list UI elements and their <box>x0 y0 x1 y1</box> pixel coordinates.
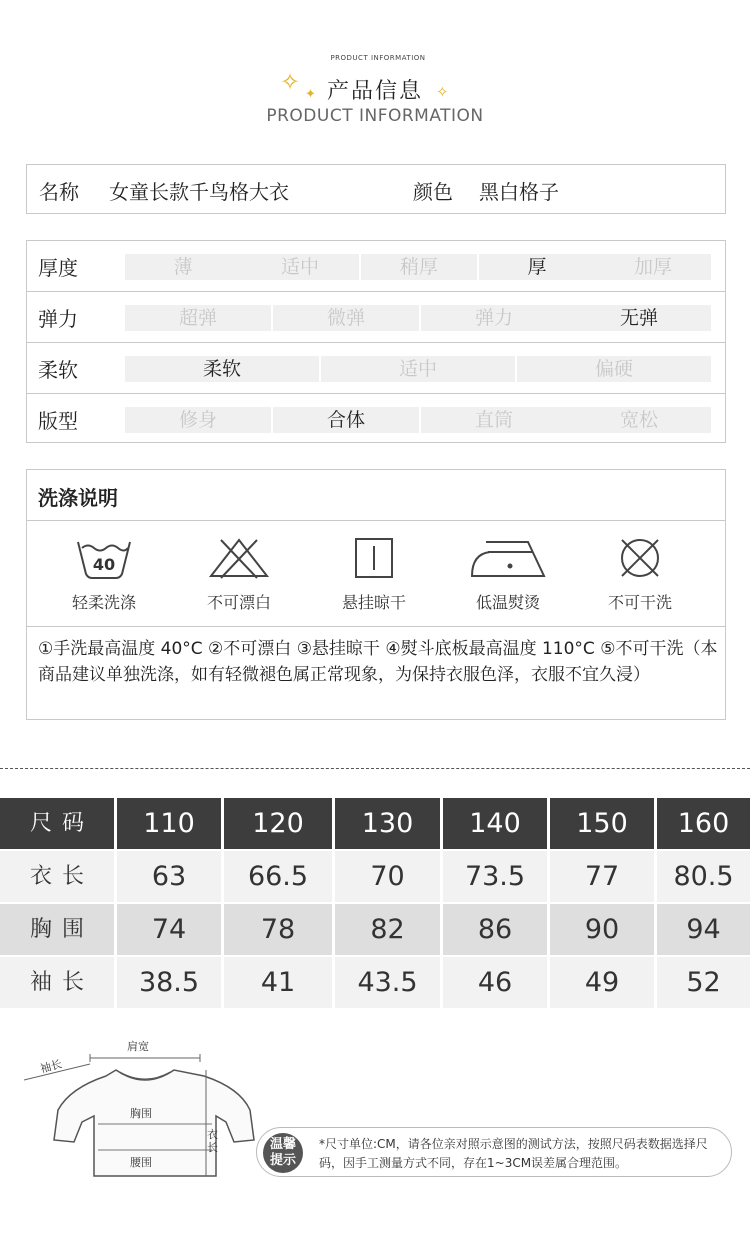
wash-note: ①手洗最高温度 40°C ②不可漂白 ③悬挂晾干 ④熨斗底板最高温度 110°C ⑤不可干洗（本商品建议单独洗涤，如有轻微褪色属正常现象，为保持衣服色泽，衣服不宜久浸） <box>38 639 718 685</box>
tip-box <box>256 1127 732 1177</box>
size-table-row <box>0 957 750 1008</box>
attribute-label: 厚度 <box>38 256 78 280</box>
tip-text: *尺寸单位:CM，请各位亲对照示意图的测试方法，按照尺码表数据选择尺码，因手工测量方式不同，存在1~3CM误差属合理范围。 <box>319 1137 708 1170</box>
wash-title: 洗涤说明 <box>38 486 118 510</box>
measurement-diagram <box>20 1030 270 1205</box>
attribute-option: 微弹 <box>273 305 419 331</box>
size-cell: 49 <box>550 957 654 1008</box>
wash-instructions <box>26 469 726 720</box>
size-cell: 77 <box>550 851 654 902</box>
attribute-option: 适中 <box>241 254 359 280</box>
attribute-label: 弹力 <box>38 307 78 331</box>
size-cell: 41 <box>224 957 332 1008</box>
sleeve-label: 袖长 <box>38 1057 64 1076</box>
attribute-option: 薄 <box>125 254 241 280</box>
wash-item-label: 轻柔洗涤 <box>71 593 136 612</box>
chest-label: 胸围 <box>130 1107 152 1120</box>
attribute-option: 无弹 <box>567 305 711 331</box>
size-cell: 80.5 <box>657 851 750 902</box>
sparkle-icon: ✧ <box>436 83 449 101</box>
divider <box>27 520 725 521</box>
wash-item-label: 不可漂白 <box>206 593 271 612</box>
page-subtitle: PRODUCT INFORMATION <box>266 106 484 126</box>
low-iron-icon <box>468 536 548 580</box>
size-cell: 130 <box>335 798 440 849</box>
attributes-table <box>26 240 726 443</box>
attribute-row <box>27 343 725 394</box>
size-cell: 46 <box>443 957 547 1008</box>
attribute-option: 弹力 <box>421 305 567 331</box>
no-dry-clean-icon <box>616 536 664 580</box>
size-cell: 66.5 <box>224 851 332 902</box>
row-label-cell: 衣长 <box>0 851 114 902</box>
length-label: 衣长 <box>207 1128 218 1154</box>
size-cell: 63 <box>117 851 221 902</box>
size-cell: 52 <box>657 957 750 1008</box>
no-bleach-icon <box>207 536 271 580</box>
basic-info-box <box>26 164 726 214</box>
size-cell: 70 <box>335 851 440 902</box>
attribute-option: 修身 <box>125 407 271 433</box>
attribute-option: 偏硬 <box>517 356 711 382</box>
wash-item <box>319 536 429 613</box>
tip-badge <box>263 1133 303 1173</box>
wash-40-icon <box>74 536 134 580</box>
sparkle-icon: ✦ <box>305 87 316 102</box>
size-cell: 120 <box>224 798 332 849</box>
row-label-cell: 袖长 <box>0 957 114 1008</box>
hang-dry-icon <box>352 536 396 580</box>
attribute-option: 柔软 <box>125 356 319 382</box>
attribute-label: 版型 <box>38 409 78 433</box>
name-value: 女童长款千鸟格大衣 <box>109 180 289 204</box>
wash-item <box>585 536 695 613</box>
attribute-label: 柔软 <box>38 358 78 382</box>
wash-item-label: 悬挂晾干 <box>341 593 406 612</box>
attribute-option: 适中 <box>321 356 515 382</box>
name-label: 名称 <box>39 180 79 204</box>
attribute-option: 直筒 <box>421 407 567 433</box>
attribute-option: 合体 <box>273 407 419 433</box>
attribute-row <box>27 394 725 445</box>
attribute-option: 加厚 <box>595 254 711 280</box>
wash-item <box>184 536 294 613</box>
size-cell: 38.5 <box>117 957 221 1008</box>
size-cell: 94 <box>657 904 750 955</box>
header-arc-text: PRODUCT INFORMATION <box>330 54 426 62</box>
dashed-separator <box>0 768 750 769</box>
row-label-cell: 胸围 <box>0 904 114 955</box>
page-title: 产品信息 <box>326 79 423 104</box>
size-cell: 43.5 <box>335 957 440 1008</box>
hem-label: 腰围 <box>130 1156 152 1169</box>
size-cell: 150 <box>550 798 654 849</box>
size-cell: 86 <box>443 904 547 955</box>
tip-badge-text: 温馨提示 <box>269 1137 296 1168</box>
wash-item-label: 低温熨烫 <box>475 593 540 612</box>
attribute-option: 稍厚 <box>361 254 477 280</box>
wash-item-label: 不可干洗 <box>607 593 672 612</box>
size-cell: 90 <box>550 904 654 955</box>
sparkle-icon: ✧ <box>280 68 301 96</box>
product-info-header <box>0 50 750 130</box>
size-cell: 73.5 <box>443 851 547 902</box>
wash-item <box>453 536 563 613</box>
size-table-row <box>0 904 750 955</box>
color-label: 颜色 <box>413 180 453 204</box>
size-table-header <box>0 798 750 849</box>
attribute-row <box>27 292 725 343</box>
attribute-option: 厚 <box>479 254 595 280</box>
wash-item <box>49 536 159 613</box>
svg-text:40: 40 <box>92 555 116 574</box>
size-cell: 74 <box>117 904 221 955</box>
attribute-option: 宽松 <box>567 407 711 433</box>
color-value: 黑白格子 <box>479 180 559 204</box>
size-table-row <box>0 851 750 902</box>
size-cell: 160 <box>657 798 750 849</box>
shoulder-label: 肩宽 <box>127 1040 149 1053</box>
size-cell: 82 <box>335 904 440 955</box>
row-label-cell: 尺码 <box>0 798 114 849</box>
size-cell: 140 <box>443 798 547 849</box>
divider <box>27 626 725 627</box>
attribute-option: 超弹 <box>125 305 271 331</box>
attribute-row <box>27 241 725 292</box>
size-cell: 110 <box>117 798 221 849</box>
size-cell: 78 <box>224 904 332 955</box>
